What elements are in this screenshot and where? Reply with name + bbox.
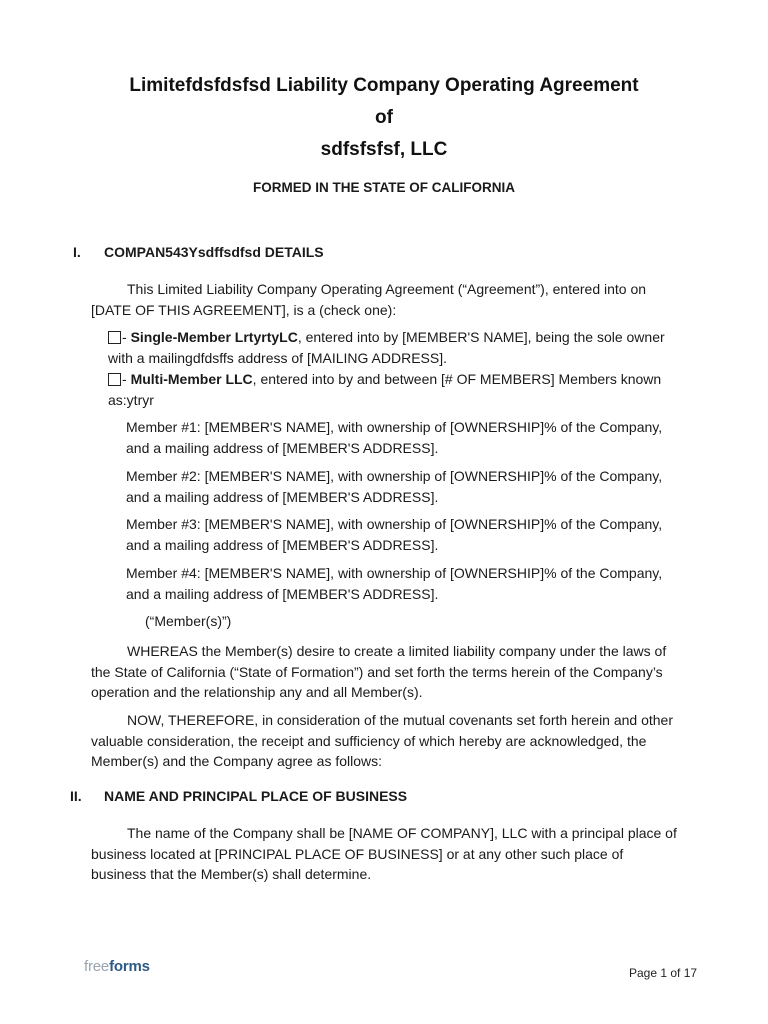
freeforms-logo[interactable] bbox=[84, 958, 150, 975]
document-title-of: of bbox=[375, 107, 393, 128]
multi-member-checkbox[interactable] bbox=[108, 373, 121, 386]
member-4-line: Member #4: [MEMBER'S NAME], with ownership of [OWNERSHIP]% of the Company, and a mailing address of [MEMBER'S ADDRESS]. bbox=[126, 565, 663, 602]
multi-member-label: Multi-Member LLC bbox=[130, 371, 253, 387]
now-therefore-paragraph bbox=[91, 710, 681, 772]
name-text: The name of the Company shall be [NAME OF COMPANY], LLC with a principal place of business located at [PRINCIPAL PLACE OF BUSINESS] or at any other such place of business that the Member(s) shall determine. bbox=[91, 825, 677, 882]
page-number: Page 1 of 17 bbox=[629, 966, 698, 980]
single-member-checkbox[interactable] bbox=[108, 331, 121, 344]
company-name-title: sdfsfsfsf, LLC bbox=[320, 139, 448, 160]
formed-in-state: FORMED IN THE STATE OF CALIFORNIA bbox=[253, 180, 515, 195]
logo-forms: forms bbox=[109, 958, 150, 975]
document-title: Limitefdsfdsfsd Liability Company Operating Agreement bbox=[129, 75, 639, 96]
name-paragraph bbox=[91, 823, 681, 885]
now-therefore-text: NOW, THEREFORE, in consideration of the mutual covenants set forth herein and other valuable consideration, the receipt and sufficiency of which hereby are acknowledged, the Member(s) and the Company agree as follows: bbox=[91, 712, 674, 769]
whereas-paragraph bbox=[91, 641, 681, 703]
member-1-line: Member #1: [MEMBER'S NAME], with ownership of [OWNERSHIP]% of the Company, and a mailing address of [MEMBER'S ADDRESS]. bbox=[126, 419, 663, 456]
option-dash: - bbox=[122, 371, 131, 387]
option-dash: - bbox=[122, 329, 131, 345]
intro-paragraph bbox=[91, 279, 681, 320]
section-number: II. bbox=[70, 788, 82, 804]
section-title: NAME AND PRINCIPAL PLACE OF BUSINESS bbox=[104, 788, 408, 804]
option-single-member bbox=[108, 327, 678, 368]
option-multi-member bbox=[108, 369, 678, 410]
section-number: I. bbox=[73, 244, 81, 260]
single-member-label: Single-Member LrtyrtyLC bbox=[130, 329, 298, 345]
members-label: (“Member(s)”) bbox=[145, 613, 232, 629]
logo-free: free bbox=[84, 958, 110, 975]
whereas-text: WHEREAS the Member(s) desire to create a limited liability company under the laws of the State of California (“State of Formation”) and set forth the terms herein of the Company’s operation and the relationship any and all Member(s). bbox=[91, 643, 667, 700]
member-3-line: Member #3: [MEMBER'S NAME], with ownership of [OWNERSHIP]% of the Company, and a mailing address of [MEMBER'S ADDRESS]. bbox=[126, 516, 663, 553]
single-member-text: , entered into by [MEMBER'S NAME], being the sole owner with a mailingdfdsffs address of [MAILING ADDRESS]. bbox=[108, 329, 665, 366]
section-title: COMPAN543Ysdffsdfsd DETAILS bbox=[104, 244, 324, 260]
member-2-line: Member #2: [MEMBER'S NAME], with ownership of [OWNERSHIP]% of the Company, and a mailing address of [MEMBER'S ADDRESS]. bbox=[126, 468, 663, 505]
multi-member-text: , entered into by and between [# OF MEMBERS] Members known as:ytryr bbox=[108, 371, 662, 408]
intro-text: This Limited Liability Company Operating Agreement (“Agreement”), entered into on [DATE OF THIS AGREEMENT], is a (check one): bbox=[91, 281, 647, 318]
